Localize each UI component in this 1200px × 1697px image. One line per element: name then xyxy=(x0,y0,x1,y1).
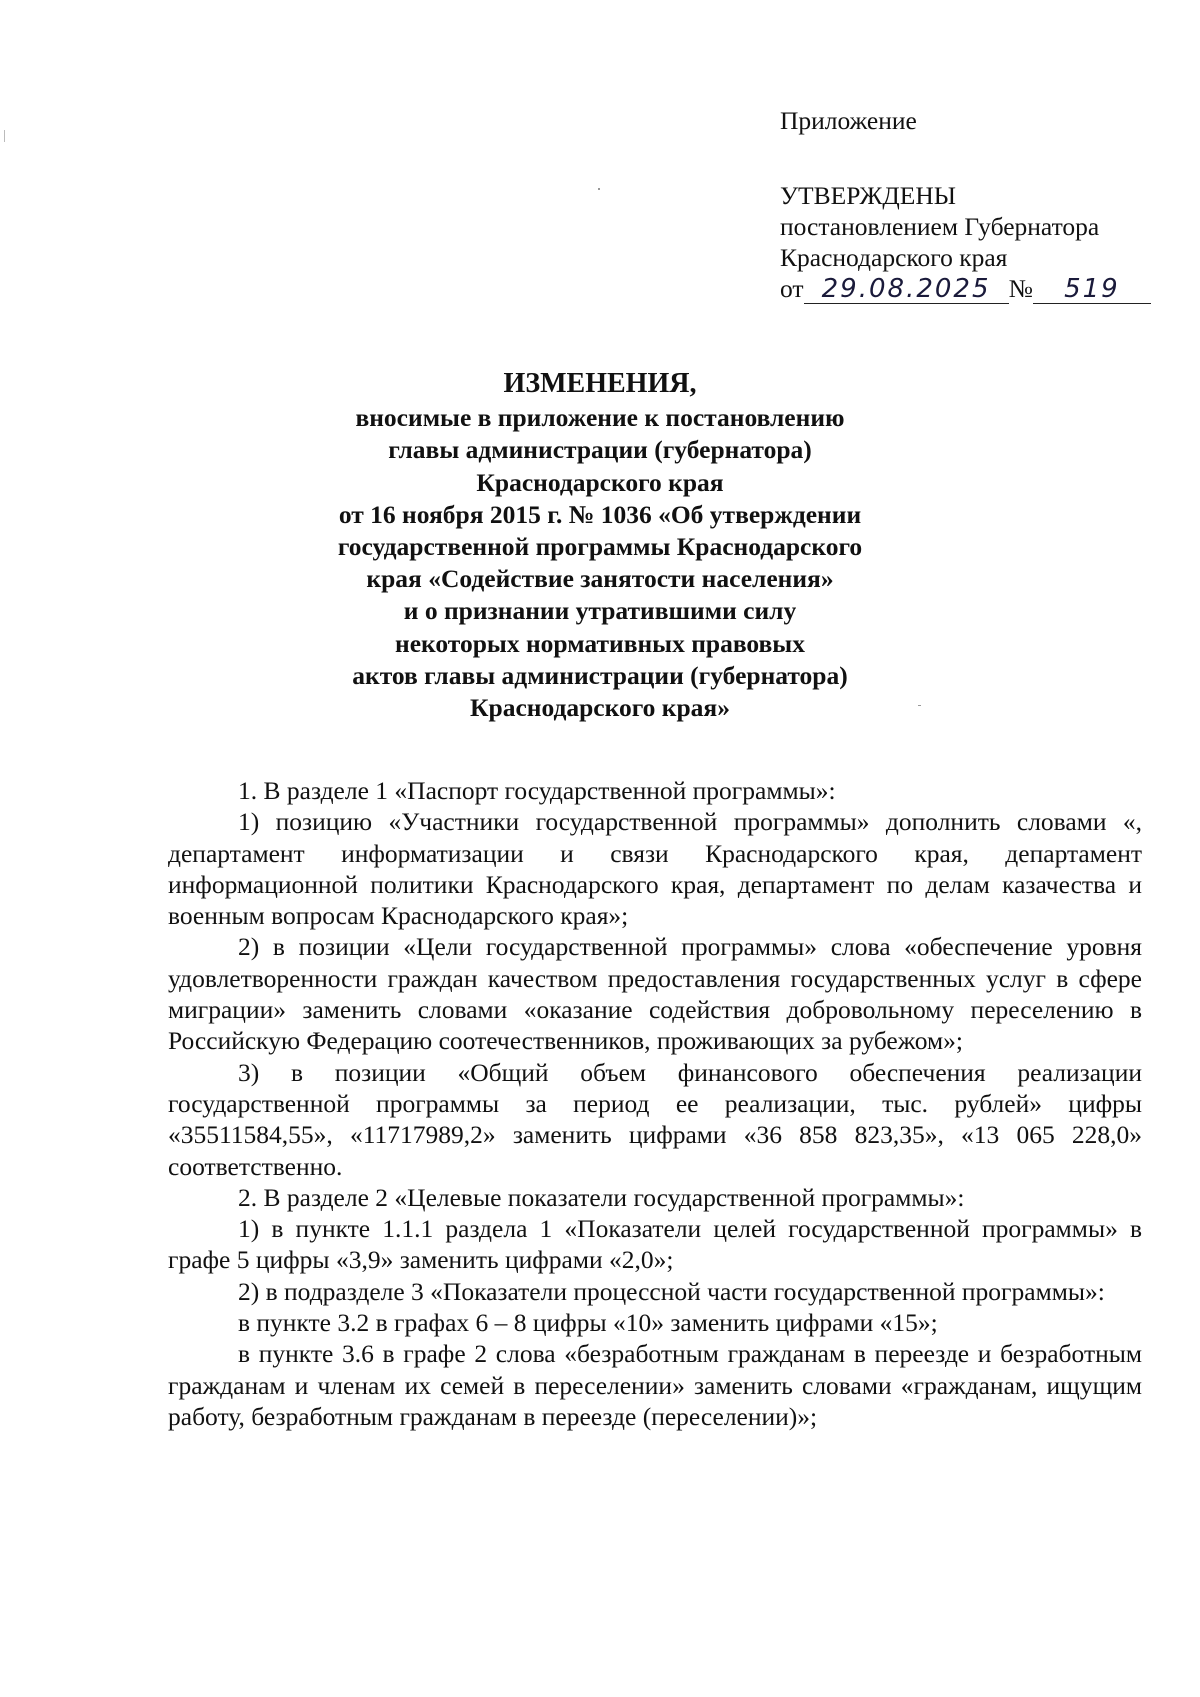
body-paragraph: 1) позицию «Участники государственной программы» дополнить словами «, департамент информатизации и связи Краснодарского края, департамент информационной политики Краснодарского края, департамент по делам казачества и военным вопросам Краснодарского края»; xyxy=(168,807,1142,931)
title-line: вносимые в приложение к постановлению xyxy=(355,403,845,433)
title-line: от 16 ноября 2015 г. № 1036 «Об утверждении xyxy=(338,499,862,529)
title-heading: ИЗМЕНЕНИЯ, xyxy=(503,368,697,399)
approved-by-line: постановлением Губернатора xyxy=(780,212,1100,241)
document-title xyxy=(300,368,900,724)
body-paragraph: 2) в позиции «Цели государственной программы» слова «обеспечение уровня удовлетворенности граждан качеством предоставления государственных услуг в сфере миграции» заменить словами «оказание содействия добровольному переселению в Российскую Федерацию соотечественников, проживающих за рубежом»; xyxy=(168,932,1142,1056)
title-line: некоторых нормативных правовых xyxy=(395,628,805,658)
body-paragraph: 3) в позиции «Общий объем финансового обеспечения реализации государственной программы за период ее реализации, тыс. рублей» цифры «35511584,55», «11717989,2» заменить цифрами «36 858 823,35», «13 065 228,0» соответственно. xyxy=(168,1057,1142,1181)
section-heading: 1. В разделе 1 «Паспорт государственной программы»: xyxy=(238,776,836,805)
title-line: актов главы администрации (губернатора) xyxy=(352,660,848,690)
title-line: главы администрации (губернатора) xyxy=(388,435,812,465)
body-paragraph: 2) в подразделе 3 «Показатели процессной части государственной программы»: xyxy=(238,1276,1105,1306)
section-heading: 2. В разделе 2 «Целевые показатели государственной программы»: xyxy=(238,1182,965,1212)
date-number-line xyxy=(780,273,1140,304)
approval-stamp xyxy=(780,105,1140,304)
title-line: края «Содействие занятости населения» xyxy=(366,564,834,594)
approved-by-region: Краснодарского края xyxy=(780,243,1008,272)
body-paragraph: в пункте 3.2 в графах 6 – 8 цифры «10» заменить цифрами «15»; xyxy=(238,1308,938,1338)
title-line: и о признании утратившими силу xyxy=(403,596,797,626)
title-line: Краснодарского края xyxy=(476,467,724,497)
title-line: Краснодарского края» xyxy=(470,693,730,723)
appendix-label: Приложение xyxy=(780,106,917,135)
scan-artifact xyxy=(4,130,5,142)
body-paragraph: в пункте 3.6 в графе 2 слова «безработным гражданам в переезде и безработным гражданам и членам их семей в переселении» заменить словами «гражданам, ищущим работу, безработным гражданам в переезде (переселении)»; xyxy=(168,1339,1142,1431)
date-prefix: от xyxy=(780,274,804,303)
body-paragraph: 1) в пункте 1.1.1 раздела 1 «Показатели целей государственной программы» в графе 5 цифры «3,9» заменить цифрами «2,0»; xyxy=(168,1214,1142,1275)
number-prefix: № xyxy=(1008,274,1033,303)
handwritten-number: 519 xyxy=(1033,275,1151,304)
document-body xyxy=(168,775,1142,1432)
handwritten-date: 29.08.2025 xyxy=(804,275,1009,304)
approved-label: УТВЕРЖДЕНЫ xyxy=(780,181,956,210)
scan-speck xyxy=(918,705,921,706)
scan-speck xyxy=(598,188,600,190)
title-line: государственной программы Краснодарского xyxy=(337,532,863,562)
